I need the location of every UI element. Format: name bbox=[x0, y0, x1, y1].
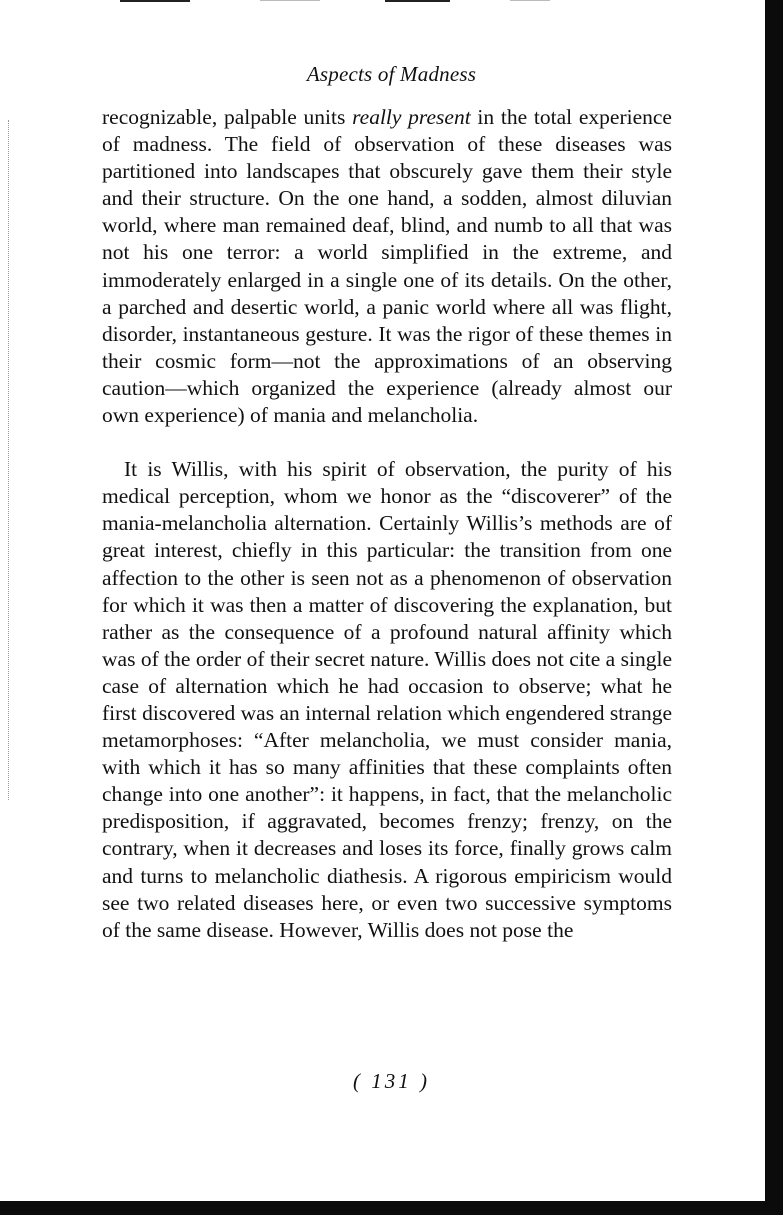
scan-right-edge bbox=[765, 0, 783, 1215]
paragraph-1-start: recognizable, palpable units bbox=[102, 105, 353, 129]
paragraph-2: It is Willis, with his spirit of observation, the purity of his medical perception, whom we honor as the “discoverer” of the mania-melancholia alternation. Certainly Willis’s methods are of great interest, chiefly in this particular: the transition from one affection to the other is seen not as a phenomenon of observation for which it was then a matter of discovering the explanation, but rather as the consequence of a profound natural affinity which was of the order of their secret nature. Willis does not cite a single case of alternation which he had occasion to observe; what he first discovered was an internal relation which engendered strange metamorphoses: “After melancholia, we must consider mania, with which it has so many affinities that these complaints often change into one another”: it happens, in fact, that the melancholic predisposition, if aggravated, becomes frenzy; frenzy, on the contrary, when it decreases and loses its force, finally grows calm and turns to melancholic diathesis. A rigorous empiricism would see two related diseases here, or even two successive symptoms of the same disease. However, Willis does not pose the bbox=[102, 457, 672, 942]
page-number: ( 131 ) bbox=[353, 1069, 430, 1093]
scan-top-marks bbox=[0, 0, 783, 4]
scan-left-dots bbox=[8, 120, 10, 800]
scan-bottom-edge bbox=[0, 1201, 783, 1215]
paragraph-1-rest: in the total experience of madness. The field of observation of these diseases was partitioned into landscapes that obscurely gave them their style and their structure. On the one hand, a sodden, almost diluvian world, where man remained deaf, blind, and numb to all that was not his one terror: a world simplified in the extreme, and immoderately enlarged in a single one of its details. On the other, a parched and desertic world, a panic world where all was flight, disorder, instantaneous gesture. It was the rigor of these themes in their cosmic form—not the approximations of an observing caution—which organized the experience (already almost our own experience) of mania and melancholia. bbox=[102, 105, 672, 428]
running-head: Aspects of Madness bbox=[306, 62, 477, 86]
text-block bbox=[102, 104, 672, 944]
paragraph-1 bbox=[102, 104, 672, 429]
emphasis-really-present: really present bbox=[352, 105, 471, 129]
